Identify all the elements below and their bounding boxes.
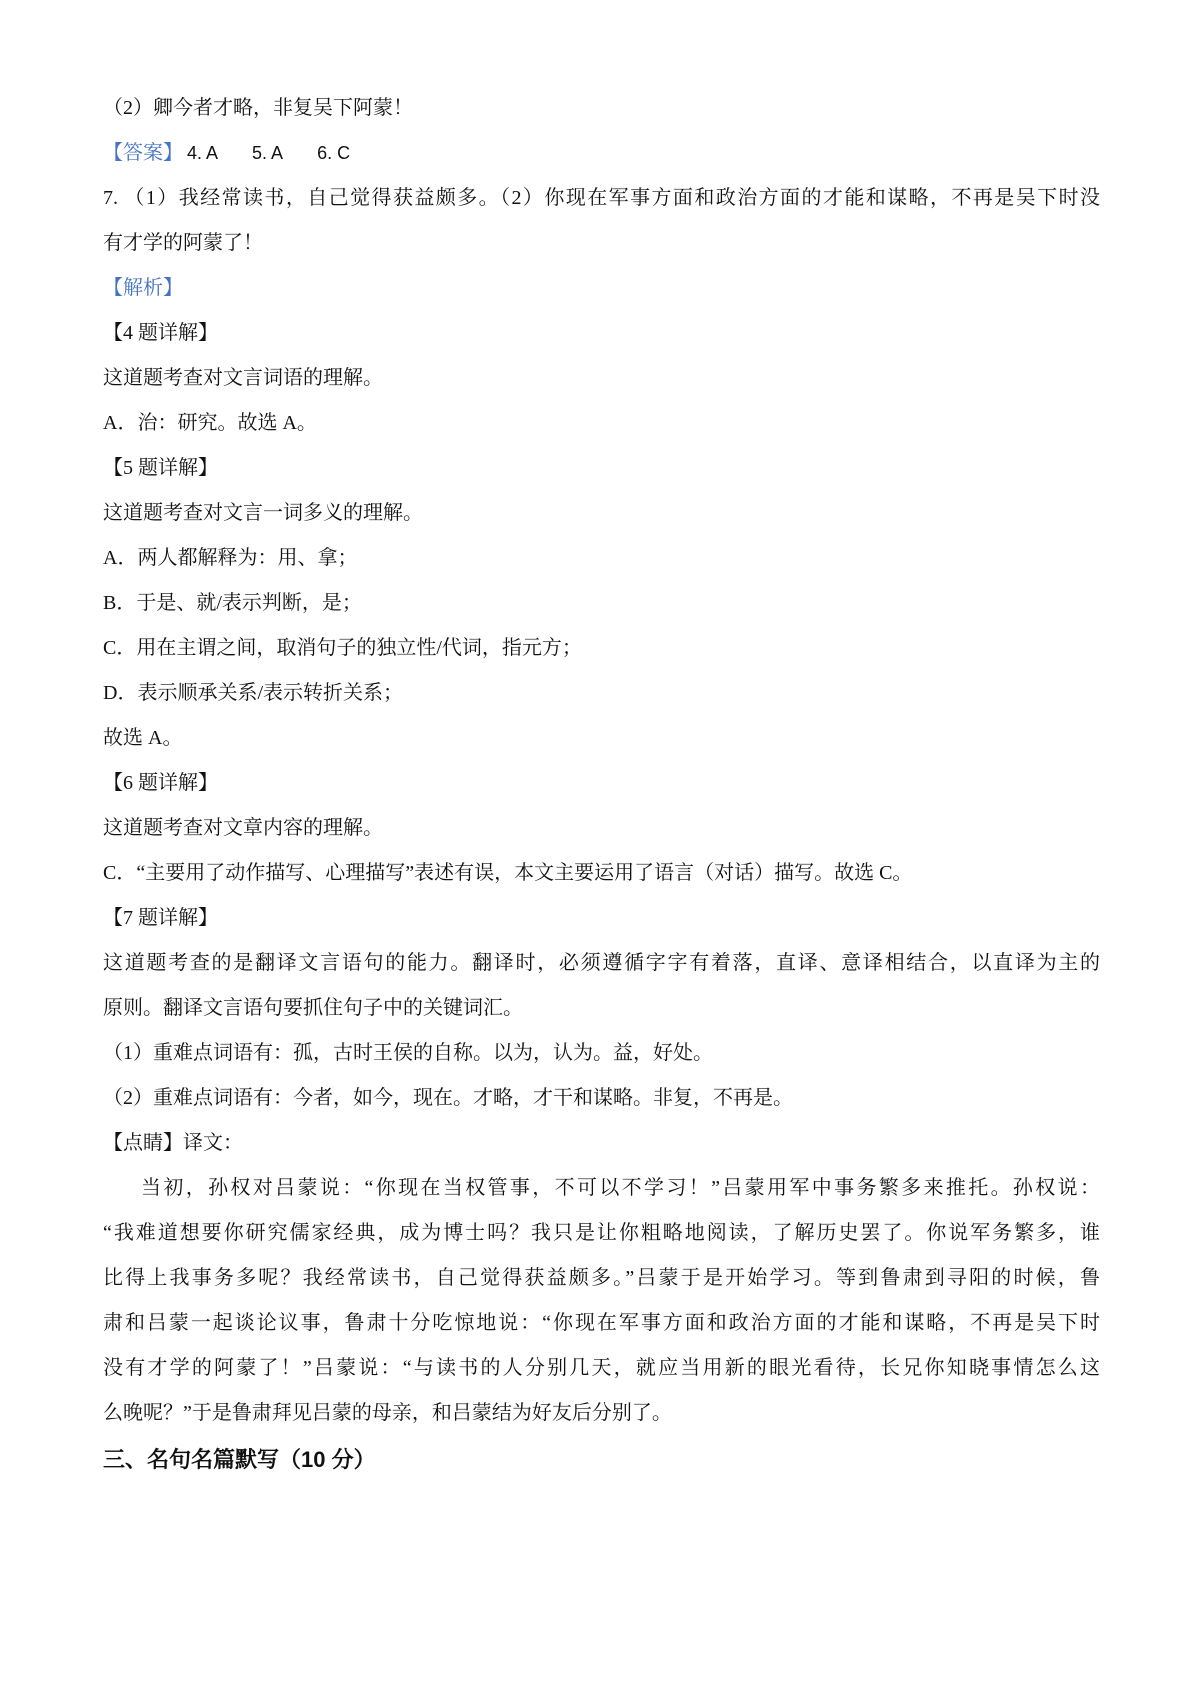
q4-line: 这道题考查对文言词语的理解。 <box>103 367 383 389</box>
q2-prompt-line: （2）卿今者才略，非复吴下阿蒙！ <box>103 97 413 119</box>
q7-line: 原则。翻译文言语句要抓住句子中的关键词汇。 <box>103 997 523 1019</box>
q5-line: 故选 A。 <box>103 727 183 749</box>
q6-line: C．“主要用了动作描写、心理描写”表述有误，本文主要运用了语言（对话）描写。故选 C。 <box>103 862 913 884</box>
q5-heading: 【5 题详解】 <box>103 457 218 479</box>
q7-answer-line: 7. （1）我经常读书，自己觉得获益颇多。（2）你现在军事方面和政治方面的才能和谋略，不再是吴下时没 <box>103 187 1100 209</box>
q6-line: 这道题考查对文章内容的理解。 <box>103 817 383 839</box>
document-page <box>103 86 1100 1475</box>
q5-line: A．两人都解释为：用、拿； <box>103 547 358 569</box>
translation-line: 没有才学的阿蒙了！”吕蒙说：“与读书的人分别几天，就应当用新的眼光看待，长兄你知晓事情怎么这 <box>103 1357 1100 1379</box>
translation-line: 肃和吕蒙一起谈论议事，鲁肃十分吃惊地说：“你现在军事方面和政治方面的才能和谋略，不再是吴下时 <box>103 1312 1100 1334</box>
answer-label: 【答案】 <box>103 142 183 164</box>
answer-q5: 5. A <box>252 143 284 163</box>
q7-line: （1）重难点词语有：孤，古时王侯的自称。以为，认为。益，好处。 <box>103 1042 713 1064</box>
q5-line: 这道题考查对文言一词多义的理解。 <box>103 502 423 524</box>
translation-line: 么晚呢？”于是鲁肃拜见吕蒙的母亲，和吕蒙结为好友后分别了。 <box>103 1402 672 1424</box>
q4-heading: 【4 题详解】 <box>103 322 218 344</box>
q5-line: B．于是、就/表示判断，是； <box>103 592 362 614</box>
q5-line: D．表示顺承关系/表示转折关系； <box>103 682 403 704</box>
analysis-label: 【解析】 <box>103 277 183 299</box>
q4-line: A．治：研究。故选 A。 <box>103 412 317 434</box>
q7-line: 这道题考查的是翻译文言语句的能力。翻译时，必须遵循字字有着落，直译、意译相结合，以直译为主的 <box>103 952 1100 974</box>
translation-line: “我难道想要你研究儒家经典，成为博士吗？我只是让你粗略地阅读，了解历史罢了。你说军务繁多，谁 <box>103 1222 1100 1244</box>
q5-line: C．用在主谓之间，取消句子的独立性/代词，指元方； <box>103 637 582 659</box>
translation-line: 当初，孙权对吕蒙说：“你现在当权管事，不可以不学习！”吕蒙用军中事务繁多来推托。孙权说： <box>141 1177 1100 1199</box>
section-heading: 三、名句名篇默写（10 分） <box>103 1447 376 1472</box>
translation-line: 比得上我事务多呢？我经常读书，自己觉得获益颇多。”吕蒙于是开始学习。等到鲁肃到寻阳的时候，鲁 <box>103 1267 1100 1289</box>
q7-heading: 【7 题详解】 <box>103 907 218 929</box>
q7-line: （2）重难点词语有：今者，如今，现在。才略，才干和谋略。非复，不再是。 <box>103 1087 793 1109</box>
answer-q4: 4. A <box>187 143 219 163</box>
tip-label: 【点睛】译文： <box>103 1132 243 1154</box>
answer-line <box>103 131 1100 176</box>
q6-heading: 【6 题详解】 <box>103 772 218 794</box>
q7-answer-line: 有才学的阿蒙了！ <box>103 232 263 254</box>
answer-q6: 6. C <box>317 143 351 163</box>
